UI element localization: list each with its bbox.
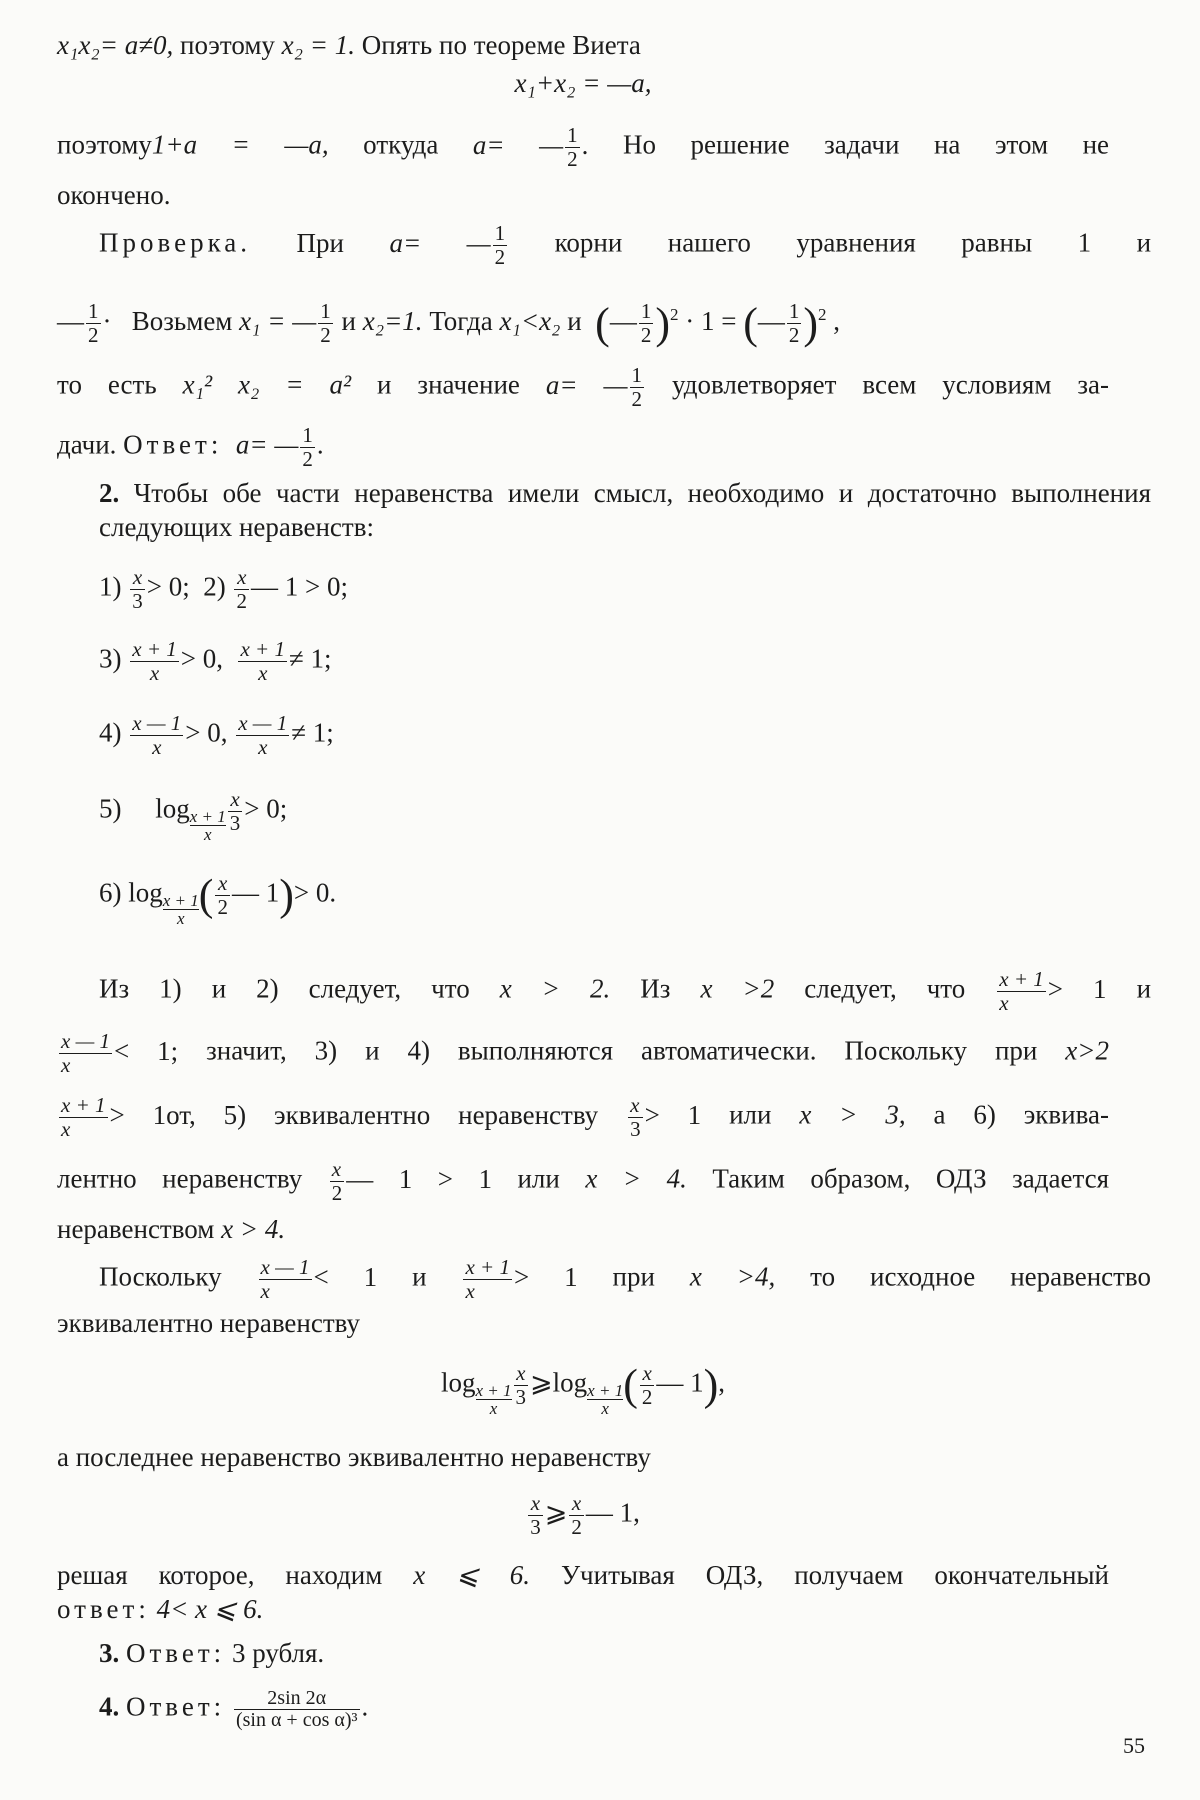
word-togda: Тогда [429,306,493,336]
frac-x-3: $\frac{x}{3}$ [132,565,143,613]
eq-a-minus: a= — [472,129,564,160]
frac-x-plus-1-e: $\frac{x + 1}{x}$ [465,1255,510,1303]
line-proverka [57,222,1151,269]
frac-one-half-8: $\frac{1}{2}$ [302,423,313,471]
frac-one-half: $\frac{1}{2}$ [567,123,578,171]
word-poetomu: поэтому [180,30,275,60]
eq-times-one: · 1 = [685,306,737,336]
word-poetomu-2: поэтому [57,129,152,160]
eq-sum-line: x₁+x₂ = —a, [514,68,652,98]
line-reshaya: решая которое, находим x ⩽ 6. Учитывая ОДЗ, получаем окончательный [57,1560,1109,1590]
item-2-intro [57,476,1151,544]
para-poskolku-line1: Поскольку $\frac{x — 1}{x}$ < 1 и $\frac{x + 1}{x}$ > 1 при x >4, то исходное неравенство [99,1255,1151,1303]
text-no-reshenie: Но решение задачи на этом не [622,129,1110,160]
line-a-value: поэтому1+a = —a, откуда a= — $\frac{1}{2}$ . Но решение задачи на этом не [57,123,1110,171]
line-otvet-2: ответ: 4< x ⩽ 6. [57,1594,264,1624]
frac-x-minus-1-c: $\frac{x — 1}{x}$ [61,1029,110,1077]
frac-one-half-6: $\frac{1}{2}$ [788,299,800,348]
para-iz-line2: $\frac{x — 1}{x}$ < 1; значит, 3) и 4) выполняются автоматически. Поскольку при x>2 [61,1029,1110,1077]
eq-simple-inequality: $\frac{x}{3}$ ⩾ $\frac{x}{2}$ — 1, [530,1491,640,1539]
text-korni: корни нашего уравнения равны 1 и [554,227,1152,258]
frac-x-minus-1-b: $\frac{x — 1}{x}$ [238,711,288,759]
eq-log-inequality: log $\frac{x + 1}{x}$ $\frac{x}{3}$ ⩾log $\frac{x + 1}{x}$ ( $\frac{x}{2}$ — 1), [440,1360,726,1418]
word-pri: При [296,227,344,258]
frac-x-2-c: $\frac{x}{2}$ [331,1157,343,1205]
item-number-2: 2. [99,478,120,508]
eq-a-minus-2: a= — [389,227,491,258]
frac-x-2-b: $\frac{x}{2}$ [217,871,228,919]
eq-x2: x₂ = 1. [281,30,356,60]
frac-x-plus-1-d: $\frac{x + 1}{x}$ [61,1093,106,1141]
line-vozmem: — $\frac{1}{2}$ · Возьмем x₁ = — $\frac{1}{2}$ и x₂=1. Тогда x₁<x₂ и (— $\frac{1}{2}$ )$^2$ · 1 = (— $\frac{1}{2}$ )$^2$ , [57,298,840,348]
frac-one-half-2: $\frac{1}{2}$ [494,221,506,269]
frac-x-minus-1-d: $\frac{x — 1}{x}$ [260,1255,310,1303]
para-iz-line1: Из 1) и 2) следует, что x > 2. Из x >2 следует, что $\frac{x + 1}{x}$ > 1 и [99,967,1152,1015]
eq-one-plus-a: 1+a = —a, [151,129,329,160]
word-i: и [341,306,356,336]
frac-x-plus-1: $\frac{x + 1}{x}$ [132,637,177,685]
word-vozmem: Возьмем [131,306,233,336]
sym-minus: — [57,306,84,336]
line-otvet-1: дачи. Ответ: a= — $\frac{1}{2}$ . [57,423,324,471]
para-poskolku-line2: эквивалентно неравенству [57,1308,360,1338]
eq-x1-lt-x2: x₁<x₂ [499,306,561,336]
frac-sin: $\frac{2\sin 2\alpha}{\text{(sin α + cos α)³}}$ [235,1687,358,1731]
frac-one-half-5: $\frac{1}{2}$ [640,299,652,348]
cond-6: 6) log $\frac{x + 1}{x}$ ( $\frac{x}{2}$ — 1)> 0. [99,870,337,928]
line-to-est [57,364,1109,411]
text-udovletvoryaet: удовлетворяет всем условиям за- [671,369,1110,400]
line-vieta-intro [57,28,1109,62]
word-otkuda: откуда [363,129,439,160]
word-otvet: Ответ: [123,429,223,460]
frac-x-plus-1-b: $\frac{x + 1}{x}$ [240,637,285,685]
item-4: 4. Ответ: $\frac{2\sin 2\alpha}{\text{(sin α + cos α)³}}$ . [99,1687,369,1731]
cond-3: 3) $\frac{x + 1}{x}$ > 0, $\frac{x + 1}{x}$ ≠ 1; [99,637,332,685]
frac-one-half-3: $\frac{1}{2}$ [88,299,99,348]
log-base-6: $\frac{x + 1}{x}$ [162,890,199,928]
eq-x1sq-x2: x₁² x₂ = a² [182,369,352,400]
text-item2: Чтобы обе части неравенства имели смысл, необходимо и достаточно выполнения следующих неравенств: [99,478,1151,542]
frac-x-3-c: $\frac{x}{3}$ [630,1093,641,1141]
eq-x2-one: x₂=1. [362,306,423,336]
line-poslednee: а последнее неравенство эквивалентно неравенству [57,1442,651,1472]
cond-5: 5) log $\frac{x + 1}{x}$ $\frac{x}{3}$ > 0; [99,787,288,844]
word-i-znachenie: и значение [377,369,520,400]
para-iz-line3: $\frac{x + 1}{x}$ > 1от, 5) эквивалентно неравенству $\frac{x}{3}$ > 1 или x > 3, а 6) эквива- [61,1093,1109,1141]
eq-a-minus-4: a= — [235,429,299,460]
cond-4: 4) $\frac{x — 1}{x}$ > 0, $\frac{x — 1}{x}$ ≠ 1; [99,711,334,759]
eq-product: x₁x₂= a≠0, [57,30,174,60]
para-iz-line5: неравенством x > 4. [57,1214,286,1244]
frac-x-3-b: $\frac{x}{3}$ [229,787,241,835]
frac-one-half-7: $\frac{1}{2}$ [631,363,643,411]
word-i-2: и [567,306,582,336]
eq-a-minus-3: a= — [545,369,628,400]
frac-x-2: $\frac{x}{2}$ [236,565,247,613]
log-5: log [155,793,190,824]
para-iz-line4: лентно неравенству $\frac{x}{2}$ — 1 > 1 или x > 4. Таким образом, ОДЗ задается [57,1157,1110,1205]
word-to-est: то есть [57,369,157,400]
word-proverka: Проверка. [99,227,252,258]
word-dachi: дачи. [57,429,117,460]
cond-1-2: 1) $\frac{x}{3}$ > 0; 2) $\frac{x}{2}$ — 1 > 0; [99,565,348,613]
frac-x-minus-1: $\frac{x — 1}{x}$ [132,711,182,759]
log-6: log [128,877,163,908]
frac-x-plus-1-c: $\frac{x + 1}{x}$ [999,967,1044,1015]
line-okoncheno: окончено. [57,180,171,210]
page-number: 55 [1123,1733,1145,1758]
log-base-5: $\frac{x + 1}{x}$ [189,806,226,844]
word-vieta: Опять по теореме Виета [361,30,641,60]
frac-one-half-4: $\frac{1}{2}$ [320,299,331,348]
eq-x1: x₁ = — [239,306,317,336]
item-3: 3. Ответ: 3 рубля. [99,1638,325,1668]
